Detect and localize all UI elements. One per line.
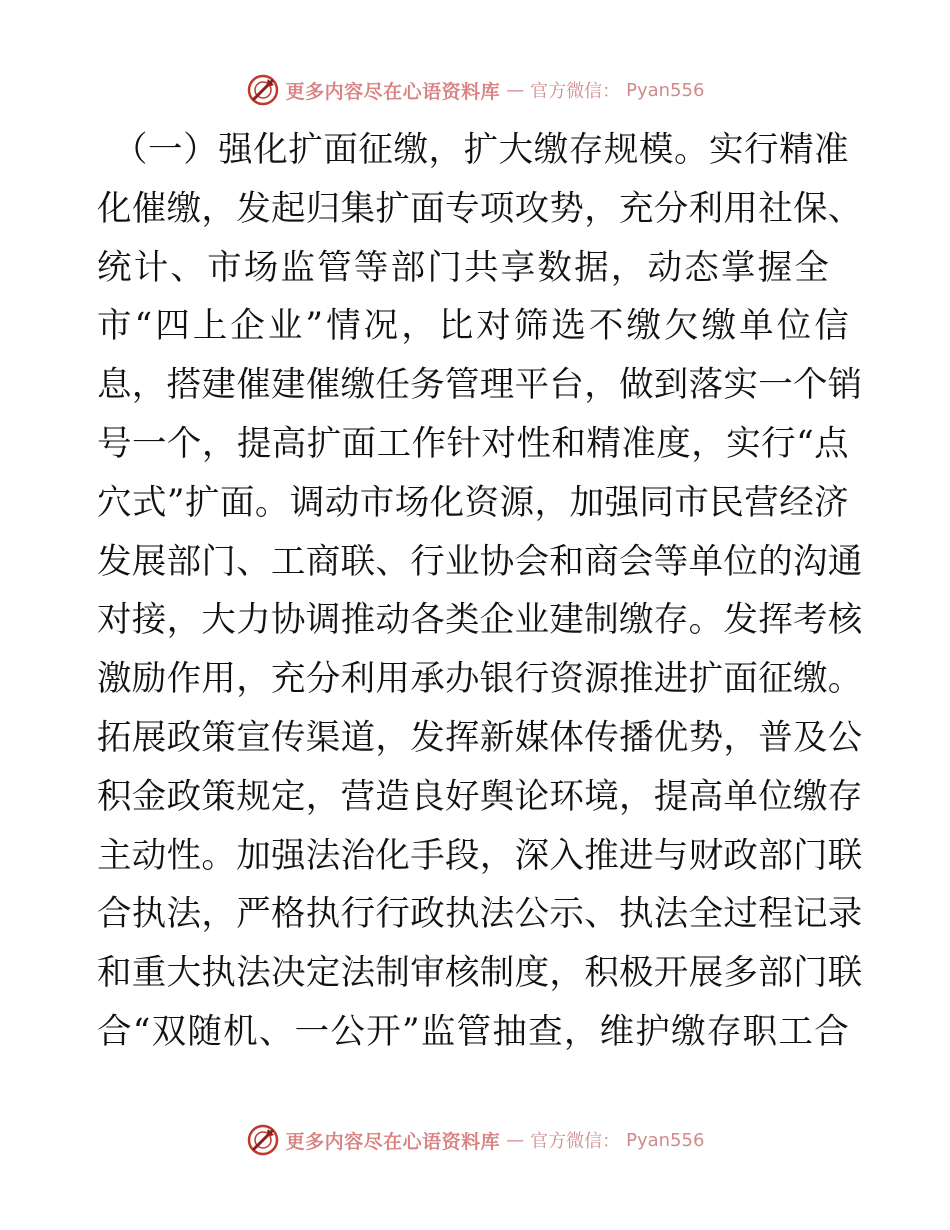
body-line: 和重大执法决定法制审核制度，积极开展多部门联: [97, 953, 863, 994]
body-line: 发展部门、工商联、行业协会和商会等单位的沟通: [97, 541, 863, 582]
document-body: [97, 121, 863, 1062]
body-line: 拓展政策宣传渠道，发挥新媒体传播优势，普及公: [97, 717, 863, 758]
body-line: 积金政策规定，营造良好舆论环境，提高单位缴存: [97, 776, 863, 817]
brand-text: 更多内容尽在心语资料库: [285, 80, 501, 103]
separator: —: [506, 79, 525, 101]
body-line: 市“四上企业”情况，比对筛选不缴欠缴单位信: [97, 306, 849, 347]
body-line: 合“双随机、一公开”监管抽查，维护缴存职工合: [97, 1011, 849, 1052]
wechat-label: 官方微信：: [530, 1131, 621, 1152]
body-line: 号一个，提高扩面工作针对性和精准度，实行“点: [97, 423, 849, 464]
wechat-label: 官方微信：: [530, 81, 621, 102]
wechat-id: Pyan556: [626, 1129, 705, 1151]
body-line: 激励作用，充分利用承办银行资源推进扩面征缴。: [97, 659, 863, 700]
footer-watermark: [0, 1120, 950, 1160]
body-line: 穴式”扩面。调动市场化资源，加强同市民营经济: [97, 482, 849, 523]
separator: —: [506, 1129, 525, 1151]
wechat-id: Pyan556: [626, 79, 705, 101]
body-line: 主动性。加强法治化手段，深入推进与财政部门联: [97, 835, 863, 876]
brand-logo-icon: [246, 1123, 280, 1157]
body-line: 对接，大力协调推动各类企业建制缴存。发挥考核: [97, 600, 863, 641]
brand-text: 更多内容尽在心语资料库: [285, 1130, 501, 1153]
body-line: （一）强化扩面征缴，扩大缴存规模。实行精准: [113, 130, 849, 170]
body-line: 化催缴，发起归集扩面专项攻势，充分利用社保、: [97, 188, 863, 229]
header-watermark: [0, 70, 950, 110]
body-line: 合执法，严格执行行政执法公示、执法全过程记录: [97, 894, 863, 935]
brand-logo-icon: [246, 73, 280, 107]
body-line: 息，搭建催建催缴任务管理平台，做到落实一个销: [97, 365, 863, 406]
body-line: 统计、市场监管等部门共享数据，动态掌握全: [97, 247, 831, 288]
